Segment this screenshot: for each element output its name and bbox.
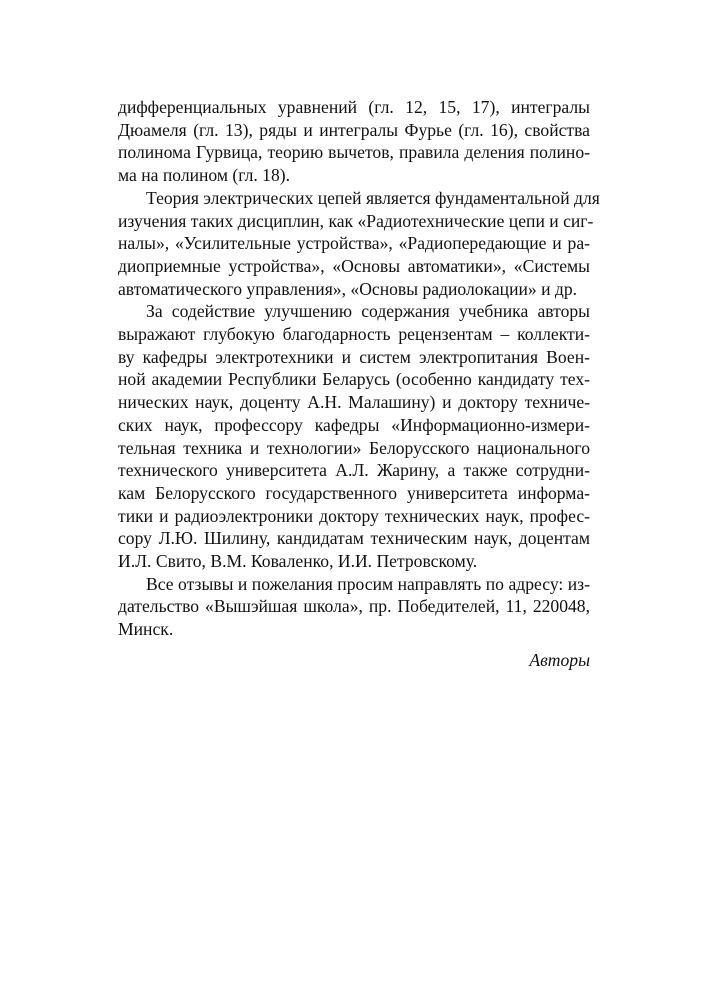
text-line: налы», «Усилительные устройства», «Радиопередающие и ра- <box>118 233 590 254</box>
text-line: Теория электрических цепей является фундаментальной для <box>146 187 600 208</box>
text-line: изучения таких дисциплин, как «Радиотехнические цепи и сиг- <box>118 210 594 231</box>
text-line: тики и радиоэлектроники доктору технических наук, профес- <box>118 505 590 526</box>
text-line: дательство «Вышэйшая школа», пр. Победителей, 11, 220048, <box>118 596 590 617</box>
text-line: нических наук, доценту А.Н. Малашину) и доктору техниче- <box>118 392 590 413</box>
text-line: ву кафедры электротехники и систем электропитания Воен- <box>118 346 590 367</box>
text-line: полинома Гурвица, теорию вычетов, правила деления полино- <box>118 142 590 163</box>
text-line: кам Белорусского государственного университета информа- <box>118 482 590 503</box>
text-line: ной академии Республики Беларусь (особенно кандидату тех- <box>118 369 590 390</box>
text-line: За содействие улучшению содержания учебника авторы <box>146 301 590 322</box>
paragraph-2 <box>118 187 600 301</box>
text-line: автоматического управления», «Основы радиолокации» и др. <box>118 278 578 299</box>
text-line: Все отзывы и пожелания просим направлять по адресу: из- <box>146 573 590 594</box>
signature: Авторы <box>529 649 590 670</box>
text-line: И.Л. Свито, В.М. Коваленко, И.И. Петровскому. <box>118 551 478 572</box>
paragraph-3 <box>118 300 590 572</box>
text-line: ских наук, профессору кафедры «Информационно-измери- <box>118 414 590 435</box>
text-line: Дюамеля (гл. 13), ряды и интегралы Фурье (гл. 16), свойства <box>118 119 590 140</box>
body-text <box>118 96 600 672</box>
text-line: диоприемные устройства», «Основы автоматики», «Системы <box>118 255 590 276</box>
text-line: дифференциальных уравнений (гл. 12, 15, 17), интегралы <box>118 97 590 117</box>
text-line: технического университета А.Л. Жарину, а также сотрудни- <box>118 460 590 481</box>
text-line: сору Л.Ю. Шилину, кандидатам техническим наук, доцентам <box>118 528 590 549</box>
text-line: выражают глубокую благодарность рецензентам – коллекти- <box>118 324 590 345</box>
text-line: ма на полином (гл. 18). <box>118 165 291 186</box>
paragraph-1 <box>118 96 590 187</box>
text-line: тельная техника и технологии» Белорусского национального <box>118 437 590 458</box>
text-line: Минск. <box>118 619 174 640</box>
paragraph-4 <box>118 573 590 641</box>
